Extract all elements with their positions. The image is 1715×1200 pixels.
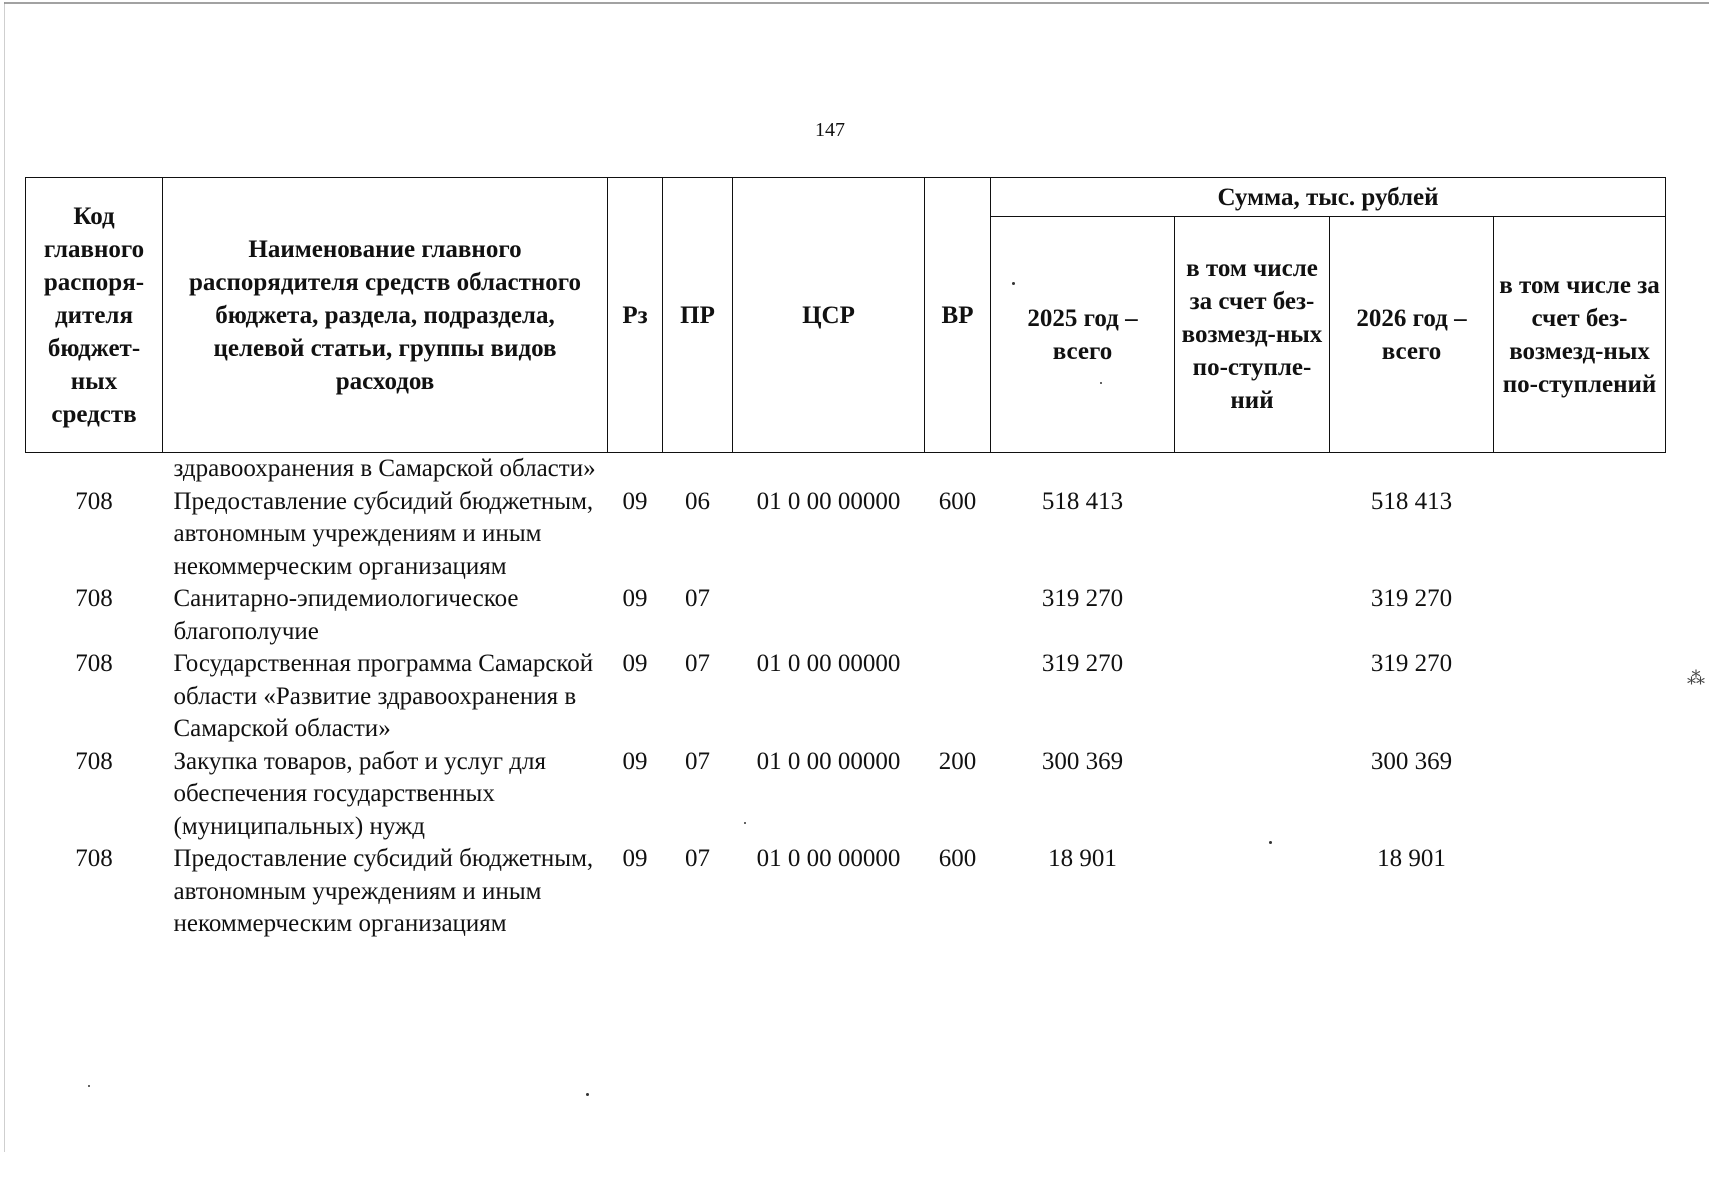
cell-csr: 01 0 00 00000	[756, 487, 901, 515]
scan-top-edge	[4, 2, 1709, 4]
cell-pr: 06	[685, 487, 710, 515]
cell-name: Закупка товаров, работ и услуг для обеспечения государственных (муниципальных) нужд	[173, 747, 546, 840]
header-2025-grants: в том числе за счет без-возмезд-ных по-ступле-ний	[1175, 217, 1330, 453]
cell-vr	[925, 583, 991, 648]
cell-2026-grants	[1494, 583, 1666, 648]
cell-name: Предоставление субсидий бюджетным, автономным учреждениям и иным некоммерческим организациям	[173, 845, 594, 937]
cell-rz: 09	[622, 747, 648, 775]
header-2026-total: 2026 год – всего	[1330, 217, 1494, 453]
cell-rz	[608, 453, 663, 486]
cell-2026-grants	[1494, 453, 1666, 486]
table-row	[26, 453, 1666, 486]
cell-vr: 200	[938, 747, 977, 775]
cell-csr: 01 0 00 00000	[756, 650, 901, 677]
cell-pr	[663, 453, 733, 486]
cell-2026-total: 518 413	[1370, 487, 1453, 515]
header-vr: ВР	[925, 178, 991, 453]
cell-code: 708	[75, 845, 113, 872]
cell-code: 708	[75, 747, 113, 775]
cell-vr	[925, 648, 991, 746]
cell-2026-grants	[1494, 746, 1666, 844]
scan-speck	[1012, 282, 1015, 285]
scan-edge-mark: ⁂	[1687, 668, 1705, 688]
scan-speck	[586, 1093, 589, 1096]
cell-name: здравоохранения в Самарской области»	[173, 455, 596, 482]
cell-2025-total	[991, 453, 1175, 486]
cell-code	[26, 453, 163, 486]
table-row	[26, 746, 1666, 844]
scan-speck	[1269, 841, 1272, 844]
cell-rz: 09	[622, 650, 648, 677]
cell-2026-total	[1330, 453, 1494, 486]
table-body	[26, 453, 1666, 941]
table-header	[26, 178, 1666, 453]
cell-vr	[925, 453, 991, 486]
table-row	[26, 843, 1666, 941]
header-rz: Рз	[608, 178, 663, 453]
cell-csr	[733, 453, 925, 486]
table-row	[26, 486, 1666, 584]
cell-csr: 01 0 00 00000	[756, 845, 901, 872]
cell-code: 708	[75, 487, 113, 515]
cell-pr: 07	[685, 747, 710, 775]
cell-name: Санитарно-эпидемиологическое благополучие	[173, 585, 519, 645]
header-2025-total: 2025 год – всего	[991, 217, 1175, 453]
cell-name: Государственная программа Самарской области «Развитие здравоохранения в Самарской области»	[173, 650, 594, 742]
header-name: Наименование главного распорядителя средств областного бюджета, раздела, подраздела, целевой статьи, группы видов расходов	[163, 178, 608, 453]
cell-rz: 09	[622, 487, 648, 515]
table-row	[26, 648, 1666, 746]
cell-2026-total: 319 270	[1370, 585, 1453, 612]
cell-2025-grants	[1175, 746, 1330, 844]
cell-rz: 09	[622, 585, 648, 612]
cell-2026-grants	[1494, 843, 1666, 941]
page-number: 147	[815, 119, 845, 141]
header-csr: ЦСР	[733, 178, 925, 453]
header-pr: ПР	[663, 178, 733, 453]
cell-2025-total: 319 270	[1041, 585, 1124, 612]
scan-left-edge	[4, 2, 5, 1152]
scan-speck	[744, 822, 746, 824]
scan-speck	[88, 1085, 90, 1087]
scan-speck	[1100, 382, 1102, 384]
cell-name: Предоставление субсидий бюджетным, автономным учреждениям и иным некоммерческим организациям	[173, 487, 594, 580]
cell-2025-total: 18 901	[1048, 845, 1117, 872]
cell-pr: 07	[685, 650, 710, 677]
cell-vr: 600	[938, 487, 977, 515]
cell-2025-total: 300 369	[1041, 747, 1124, 775]
cell-2026-total: 18 901	[1377, 845, 1446, 872]
cell-code: 708	[75, 650, 113, 677]
cell-2025-grants	[1175, 843, 1330, 941]
cell-2025-grants	[1175, 453, 1330, 486]
cell-2025-grants	[1175, 486, 1330, 584]
table-row	[26, 583, 1666, 648]
cell-2025-total: 518 413	[1041, 487, 1124, 515]
cell-csr: 01 0 00 00000	[756, 747, 901, 775]
header-2026-grants: в том числе за счет без-возмезд-ных по-ступлений	[1494, 217, 1666, 453]
cell-2025-total: 319 270	[1041, 650, 1124, 677]
cell-2026-grants	[1494, 486, 1666, 584]
cell-2026-total: 300 369	[1370, 747, 1453, 775]
cell-pr: 07	[685, 585, 710, 612]
cell-pr: 07	[685, 845, 710, 872]
cell-2025-grants	[1175, 648, 1330, 746]
header-code: Код главного распоря-дителя бюджет-ных средств	[26, 178, 163, 453]
cell-rz: 09	[622, 845, 648, 872]
cell-vr: 600	[938, 845, 977, 872]
cell-2026-grants	[1494, 648, 1666, 746]
cell-csr	[733, 583, 925, 648]
header-sum: Сумма, тыс. рублей	[991, 178, 1666, 217]
cell-2025-grants	[1175, 583, 1330, 648]
cell-2026-total: 319 270	[1370, 650, 1453, 677]
cell-code: 708	[75, 585, 113, 612]
budget-table	[25, 177, 1666, 941]
